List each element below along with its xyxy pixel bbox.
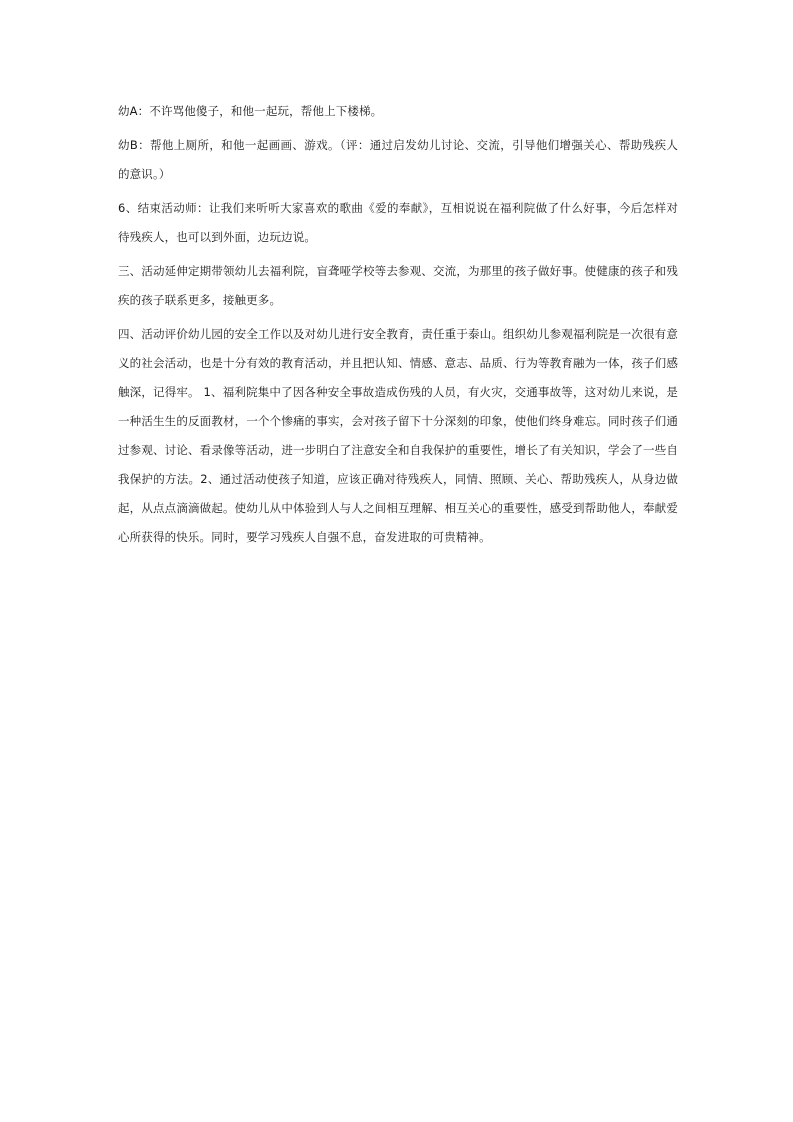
paragraph-child-b-answer: 幼B：帮他上厕所，和他一起画画、游戏。（评：通过启发幼儿讨论、交流，引导他们增强关心、帮助残疾人的意识。）	[118, 138, 678, 181]
paragraph-activity-extension: 三、活动延伸定期带领幼儿去福利院，盲聋哑学校等去参观、交流，为那里的孩子做好事。使健康的孩子和残疾的孩子联系更多，接触更多。	[118, 264, 678, 307]
paragraph-child-a-answer: 幼A：不许骂他傻子，和他一起玩，帮他上下楼梯。	[118, 104, 383, 118]
paragraph-activity-evaluation: 四、活动评价幼儿园的安全工作以及对幼儿进行安全教育，责任重于泰山。组织幼儿参观福利院是一次很有意义的社会活动，也是十分有效的教育活动，并且把认知、情感、意志、品质、行为等教育融为一体，孩子们感触深，记得牢。 1、福利院集中了因各种安全事故造成伤残的人员，有火灾，交通事故等，这对幼儿来说，是一种活生生的反面教材，一个个惨痛的事实，会对孩子留下十分深刻的印象，使他们终身难忘。同时孩子们通过参观、讨论、看录像等活动，进一步明白了注意安全和自我保护的重要性，增长了有关知识，学会了一些自我保护的方法。2、通过活动使孩子知道，应该正确对待残疾人，同情、照顾、关心、帮助残疾人，从身边做起，从点点滴滴做起。使幼儿从中体验到人与人之间相互理解、相互关心的重要性，感受到帮助他人，奉献爱心所获得的快乐。同时，要学习残疾人自强不息，奋发进取的可贵精神。	[118, 327, 678, 544]
paragraph-closing-activity: 6、结束活动师：让我们来听听大家喜欢的歌曲《爱的奉献》，互相说说在福利院做了什么好事，今后怎样对待残疾人，也可以到外面，边玩边说。	[118, 201, 678, 244]
document-body	[118, 97, 678, 557]
